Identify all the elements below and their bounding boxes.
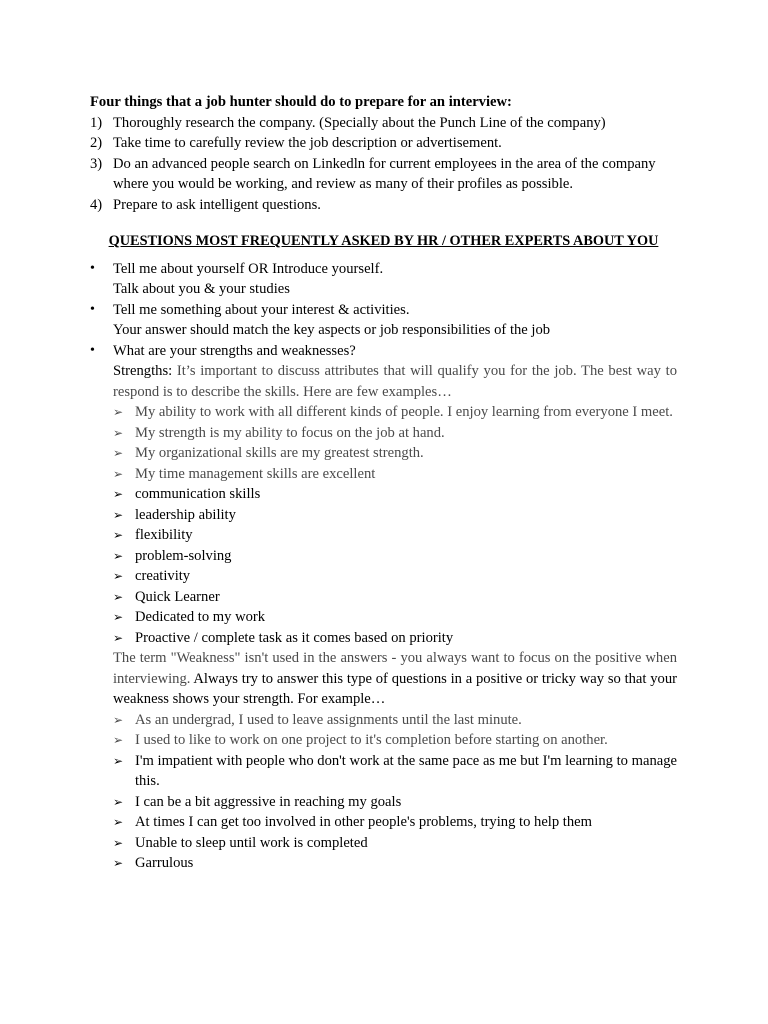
strength-example: Quick Learner bbox=[135, 588, 220, 605]
question-text: Tell me about yourself OR Introduce yourself. bbox=[113, 260, 384, 277]
list-item bbox=[113, 566, 677, 587]
list-number: 4) bbox=[90, 196, 103, 213]
question-list bbox=[90, 259, 677, 874]
list-item bbox=[113, 607, 677, 628]
weakness-example: As an undergrad, I used to leave assignments until the last minute. bbox=[135, 711, 522, 728]
section-heading: QUESTIONS MOST FREQUENTLY ASKED BY HR / OTHER EXPERTS ABOUT YOU bbox=[108, 233, 659, 249]
list-item bbox=[113, 464, 677, 485]
list-item bbox=[113, 505, 677, 526]
bullet-icon: • bbox=[90, 342, 95, 358]
list-item bbox=[113, 812, 677, 833]
answer-text: Talk about you & your studies bbox=[113, 281, 290, 297]
question-item bbox=[90, 300, 677, 341]
arrow-bullet-icon: ➢ bbox=[113, 466, 124, 481]
arrow-bullet-icon: ➢ bbox=[113, 528, 124, 542]
intro-heading: Four things that a job hunter should do to prepare for an interview: bbox=[90, 94, 512, 110]
arrow-bullet-icon: ➢ bbox=[113, 856, 124, 870]
question-item bbox=[90, 341, 677, 874]
list-number: 3) bbox=[90, 155, 103, 172]
arrow-bullet-icon: ➢ bbox=[113, 753, 124, 768]
weakness-example: At times I can get too involved in other people's problems, trying to help them bbox=[135, 814, 592, 830]
preparation-item bbox=[90, 154, 677, 195]
list-item bbox=[113, 587, 677, 608]
list-item bbox=[113, 710, 677, 731]
bullet-icon: • bbox=[90, 301, 95, 317]
list-item bbox=[113, 546, 677, 567]
document-content bbox=[90, 92, 677, 874]
arrow-bullet-icon: ➢ bbox=[113, 507, 124, 522]
preparation-item bbox=[90, 133, 677, 154]
list-item bbox=[113, 751, 677, 792]
strength-example: My ability to work with all different kinds of people. I enjoy learning from everyone I meet. bbox=[135, 404, 673, 420]
arrow-bullet-icon: ➢ bbox=[113, 425, 124, 440]
weakness-intro-gray: The term "Weakness" isn't used in the answers - you always want to focus on the positive when interviewing. bbox=[113, 650, 677, 687]
bullet-icon: • bbox=[90, 260, 95, 276]
strengths-label: Strengths: bbox=[113, 363, 173, 379]
list-item bbox=[113, 443, 677, 464]
list-item bbox=[113, 792, 677, 813]
arrow-bullet-icon: ➢ bbox=[113, 630, 124, 645]
arrow-bullet-icon: ➢ bbox=[113, 569, 124, 583]
weakness-example: I can be a bit aggressive in reaching my goals bbox=[135, 793, 402, 810]
arrow-bullet-icon: ➢ bbox=[113, 589, 124, 604]
strength-example: creativity bbox=[135, 568, 191, 584]
arrow-bullet-icon: ➢ bbox=[113, 733, 124, 747]
list-item bbox=[113, 484, 677, 505]
arrow-bullet-icon: ➢ bbox=[113, 815, 124, 829]
list-number: 2) bbox=[90, 135, 103, 151]
strength-example: Proactive / complete task as it comes based on priority bbox=[135, 629, 454, 646]
strength-example: problem-solving bbox=[135, 547, 232, 564]
strength-example: My strength is my ability to focus on the job at hand. bbox=[135, 424, 445, 441]
weakness-example: Garrulous bbox=[135, 855, 194, 871]
preparation-list bbox=[90, 113, 677, 216]
weakness-example: I used to like to work on one project to it's completion before starting on another. bbox=[135, 732, 608, 748]
arrow-bullet-icon: ➢ bbox=[113, 548, 124, 563]
strength-example: Dedicated to my work bbox=[135, 609, 266, 625]
list-item bbox=[113, 402, 677, 423]
strength-example: My organizational skills are my greatest strength. bbox=[135, 445, 424, 461]
preparation-item bbox=[90, 113, 677, 134]
question-text: What are your strengths and weaknesses? bbox=[113, 342, 356, 359]
list-item bbox=[113, 628, 677, 649]
arrow-bullet-icon: ➢ bbox=[113, 405, 124, 419]
weakness-paragraph bbox=[113, 648, 677, 710]
list-number: 1) bbox=[90, 114, 103, 131]
list-item bbox=[113, 525, 677, 546]
strength-examples-list bbox=[113, 402, 677, 648]
weakness-example: I'm impatient with people who don't work at the same pace as me but I'm learning to manage this. bbox=[135, 752, 677, 789]
arrow-bullet-icon: ➢ bbox=[113, 610, 124, 624]
answer-text: Your answer should match the key aspects or job responsibilities of the job bbox=[113, 322, 551, 338]
arrow-bullet-icon: ➢ bbox=[113, 794, 124, 809]
preparation-text: Thoroughly research the company. (Specially about the Punch Line of the company) bbox=[113, 114, 606, 131]
question-item bbox=[90, 259, 677, 300]
list-item bbox=[113, 423, 677, 444]
strengths-paragraph bbox=[113, 361, 677, 402]
arrow-bullet-icon: ➢ bbox=[113, 446, 124, 460]
arrow-bullet-icon: ➢ bbox=[113, 487, 124, 501]
preparation-text: Do an advanced people search on Linkedln for current employees in the area of the company where you would be working, and review as many of their profiles as possible. bbox=[113, 155, 656, 192]
preparation-item bbox=[90, 195, 677, 216]
list-item bbox=[113, 853, 677, 874]
list-item bbox=[113, 730, 677, 751]
strength-example: My time management skills are excellent bbox=[135, 465, 376, 482]
question-text: Tell me something about your interest & activities. bbox=[113, 301, 410, 318]
arrow-bullet-icon: ➢ bbox=[113, 712, 124, 727]
preparation-text: Prepare to ask intelligent questions. bbox=[113, 196, 321, 213]
arrow-bullet-icon: ➢ bbox=[113, 835, 124, 850]
preparation-text: Take time to carefully review the job description or advertisement. bbox=[113, 135, 502, 151]
strength-example: communication skills bbox=[135, 486, 261, 502]
strength-example: flexibility bbox=[135, 527, 193, 543]
weakness-example: Unable to sleep until work is completed bbox=[135, 834, 368, 851]
strength-example: leadership ability bbox=[135, 506, 236, 523]
weakness-intro: Always try to answer this type of questions in a positive or tricky way so that your weakness shows your strength. For example… bbox=[113, 670, 677, 707]
list-item bbox=[113, 833, 677, 854]
strengths-text: It’s important to discuss attributes that will qualify you for the job. The best way to respond is to describe the skills. Here are few examples… bbox=[113, 363, 677, 400]
weakness-examples-list bbox=[113, 710, 677, 874]
